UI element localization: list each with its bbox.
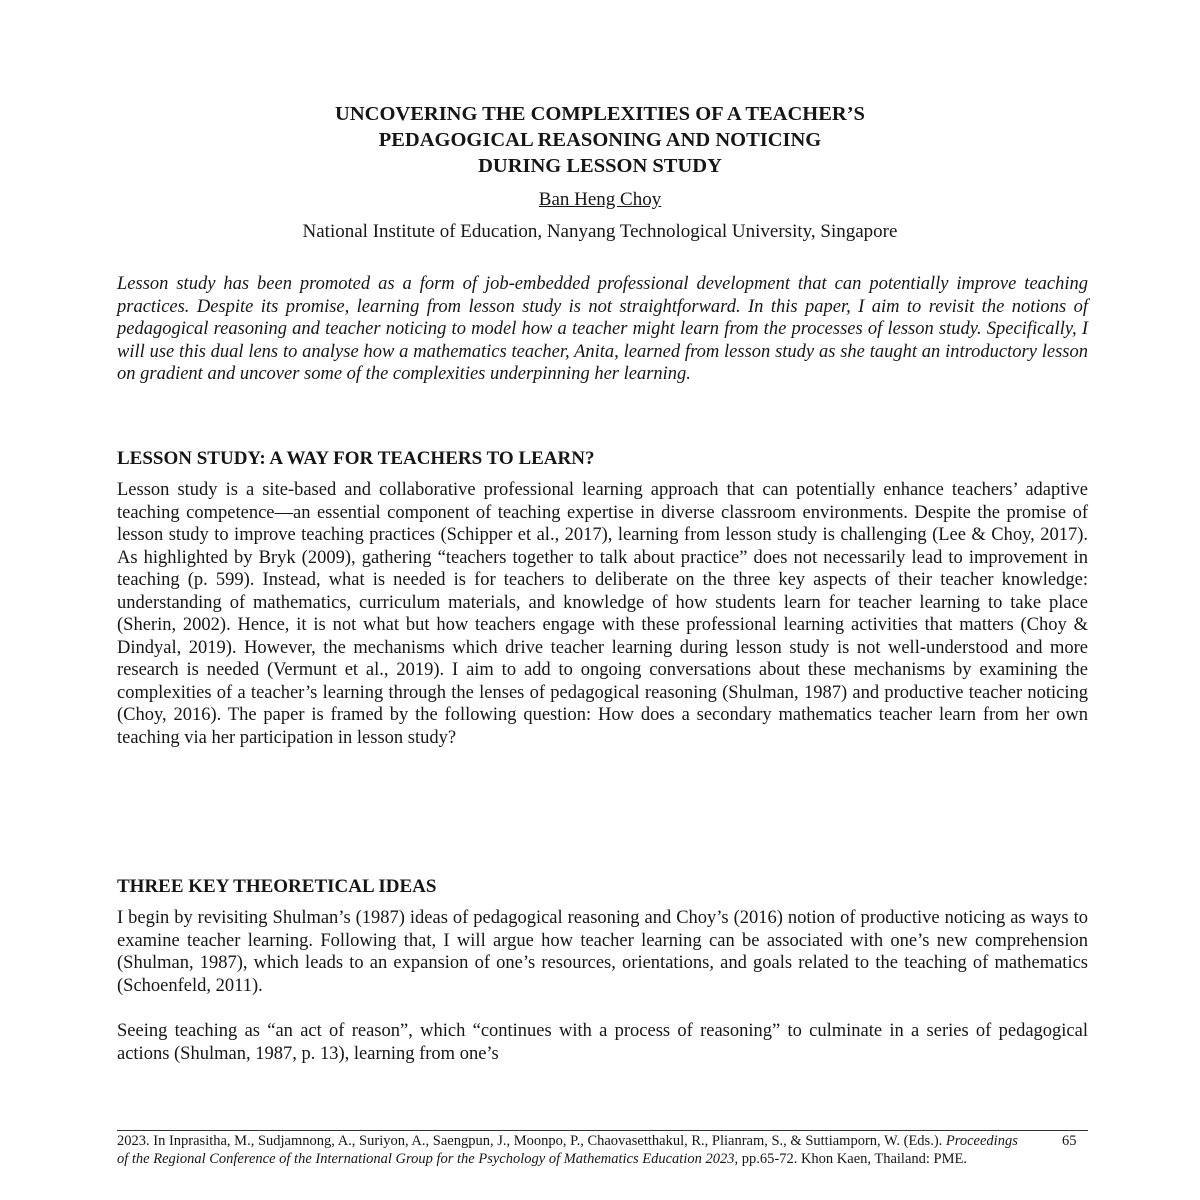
body-paragraph: I begin by revisiting Shulman’s (1987) ideas of pedagogical reasoning and Choy’s (2016) notion of productive noticing as ways to examine teacher learning. Following that, I will argue how teacher learning can be associated with one’s new comprehension (Shulman, 1987), which leads to an expansion of one’s resources, orientations, and goals related to the teaching of mathematics (Schoenfeld, 2011). [117, 908, 1088, 996]
body-paragraph: Lesson study is a site-based and collaborative professional learning approach that can potentially enhance teachers’ adaptive teaching competence—an essential component of teaching expertise in diverse classroom environments. Despite the promise of lesson study to improve teaching practices (Schipper et al., 2017), learning from lesson study is challenging (Lee & Choy, 2017). As highlighted by Bryk (2009), gathering “teachers together to talk about practice” does not necessarily lead to improvement in teaching (p. 599). Instead, what is needed is for teachers to deliberate on the three key aspects of their teacher knowledge: understanding of mathematics, curriculum materials, and knowledge of how students learn for teacher learning to take place (Sherin, 2002). Hence, it is not what but how teachers engage with these professional learning activities that matters (Choy & Dindyal, 2019). However, the mechanisms which drive teacher learning during lesson study is not well-understood and more research is needed (Vermunt et al., 2019). I aim to add to ongoing conversations about these mechanisms by examining the complexities of a teacher’s learning through the lenses of pedagogical reasoning (Shulman, 1987) and productive teacher noticing (Choy, 2016). The paper is framed by the following question: How does a secondary mathematics teacher learn from her own teaching via her participation in lesson study? [117, 480, 1088, 748]
title-line: PEDAGOGICAL REASONING AND NOTICING [378, 129, 822, 151]
author-line [100, 188, 1100, 212]
page-number: 65 [1062, 1133, 1077, 1149]
proceedings-title: Proceedings of the Regional Conference of the International Group for the Psychology of Mathematics Education 2023 [117, 1133, 1018, 1167]
paper-title [100, 101, 1100, 179]
body-paragraph: Seeing teaching as “an act of reason”, which “continues with a process of reasoning” to culminate in a series of pedagogical actions (Shulman, 1987, p. 13), learning from one’s [117, 1021, 1088, 1064]
footer-divider [117, 1130, 1088, 1131]
author-name: Ban Heng Choy [538, 189, 662, 210]
citation-tail: , pp.65-72. Khon Kaen, Thailand: PME. [734, 1151, 967, 1167]
section-heading: LESSON STUDY: A WAY FOR TEACHERS TO LEARN? [117, 448, 595, 469]
footer-citation [117, 1132, 1027, 1168]
citation-text: 2023. In Inprasitha, M., Sudjamnong, A., Suriyon, A., Saengpun, J., Moonpo, P., Chaovasetthakul, R., Plianram, S., & Suttiamporn, W. (Eds.). [117, 1133, 943, 1149]
affiliation: National Institute of Education, Nanyang Technological University, Singapore [302, 221, 898, 242]
title-line: UNCOVERING THE COMPLEXITIES OF A TEACHER’S [335, 103, 865, 125]
section-heading: THREE KEY THEORETICAL IDEAS [117, 876, 437, 897]
title-line: DURING LESSON STUDY [478, 155, 722, 177]
abstract: Lesson study has been promoted as a form of job-embedded professional development that can potentially improve teaching practices. Despite its promise, learning from lesson study is not straightforward. In this paper, I aim to revisit the notions of pedagogical reasoning and teacher noticing to model how a teacher might learn from the processes of lesson study. Specifically, I will use this dual lens to analyse how a mathematics teacher, Anita, learned from lesson study as she taught an introductory lesson on gradient and uncover some of the complexities underpinning her learning. [117, 274, 1088, 384]
